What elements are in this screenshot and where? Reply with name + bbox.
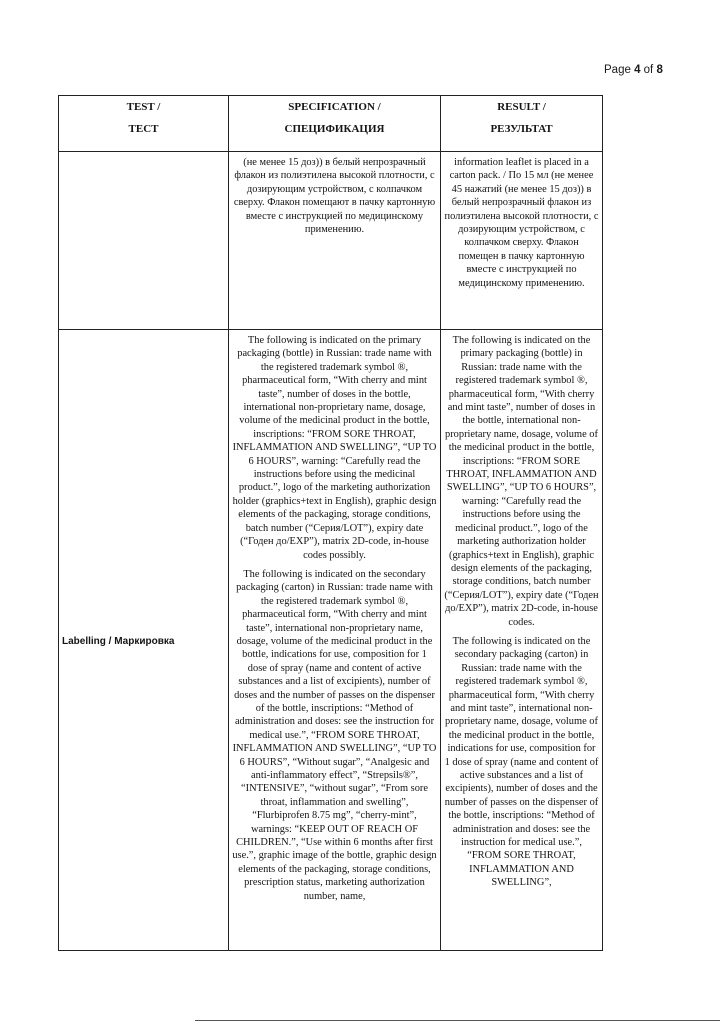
header-result-ru: РЕЗУЛЬТАТ (490, 123, 553, 135)
cell-test (59, 330, 229, 951)
cell-specification (229, 330, 441, 951)
cell-result (441, 152, 603, 330)
specification-primary-packaging: The following is indicated on the primary packaging (bottle) in Russian: trade name with the registered trademark symbol ®, pharmaceutical form, “With cherry and mint taste”, number of doses in the bottle, international non-proprietary name, dosage, volume of the medicinal product in the bottle, inscriptions: “FROM SORE THROAT, INFLAMMATION AND SWELLING”, “UP TO 6 HOURS”, warning: “Carefully read the instructions before using the medicinal product.”, logo of the marketing authorization holder (graphics+text in English), graphic design elements of the packaging, storage conditions, batch number (“Серия/LOT”), expiry date (“Годен до/EXP”), matrix 2D-code, in-house codes possibly. (232, 335, 437, 561)
table-row (59, 152, 603, 330)
cell-specification (229, 152, 441, 330)
cell-result (441, 330, 603, 951)
header-result (441, 96, 603, 152)
header-specification-ru: СПЕЦИФИКАЦИЯ (284, 123, 385, 135)
header-test-en: TEST / (126, 101, 161, 113)
header-test (59, 96, 229, 152)
header-specification-en: SPECIFICATION / (288, 101, 381, 113)
result-secondary-packaging: The following is indicated on the secondary packaging (carton) in Russian: trade name with the registered trademark symbol ®, pharmaceutical form, “With cherry and mint taste”, international non-proprietary name, dosage, volume of the medicinal product in the bottle, indications for use, composition for 1 dose of spray (name and content of active substances and a list of excipients), number of doses and the number of passes on the dispenser of the bottle, inscriptions: “Method of administration and doses: see the instruction for medical use.”, “FROM SORE THROAT, INFLAMMATION AND SWELLING”, (444, 635, 599, 889)
result-text: information leaflet is placed in a carton pack. / По 15 мл (не менее 45 нажатий (не менее 15 доз)) в белый непрозрачный флакон из полиэтилена высокой плотности, с дозирующим устройством, с колпачком сверху. Флакон помещен в пачку картонную вместе с инструкцией по медицинскому применению. (444, 157, 599, 289)
cell-test (59, 152, 229, 330)
table-header-row (59, 96, 603, 152)
header-result-en: RESULT / (497, 101, 546, 113)
page-total: 8 (656, 64, 663, 76)
table-row (59, 330, 603, 951)
header-test-ru: ТЕСТ (128, 123, 159, 135)
page-label: Page (604, 64, 635, 76)
specification-text: (не менее 15 доз)) в белый непрозрачный флакон из полиэтилена высокой плотности, с дозирующим устройством, с колпачком сверху. Флакон помещают в пачку картонную вместе с инструкцией по медицинскому применению. (233, 157, 436, 236)
result-primary-packaging: The following is indicated on the primary packaging (bottle) in Russian: trade name with the registered trademark symbol ®, pharmaceutical form, “With cherry and mint taste”, number of doses in the bottle, international non-proprietary name, dosage, volume of the medicinal product in the bottle, inscriptions: “FROM SORE THROAT, INFLAMMATION AND SWELLING”, “UP TO 6 HOURS”, warning: “Carefully read the instructions before using the medicinal product.”, logo of the marketing authorization holder (graphics+text in English), graphic design elements of the packaging, storage conditions, batch number (“Серия/LOT”), expiry date (“Годен до/EXP”), matrix 2D-code, in-house codes. (444, 335, 599, 628)
page-current: 4 (634, 64, 641, 76)
specification-table (58, 95, 603, 951)
page-of-label: of (640, 64, 657, 76)
header-specification (229, 96, 441, 152)
page-number (604, 64, 663, 76)
specification-secondary-packaging: The following is indicated on the secondary packaging (carton) in Russian: trade name with the registered trademark symbol ®, pharmaceutical form, “With cherry and mint taste”, international non-proprietary name, dosage, volume of the medicinal product in the bottle, indications for use, composition for 1 dose of spray (name and content of active substances and a list of excipients), number of doses and the number of passes on the dispenser of the bottle, inscriptions: “Method of administration and doses: see the instruction for medical use.”, “FROM SORE THROAT, INFLAMMATION AND SWELLING”, “UP TO 6 HOURS”, “Without sugar”, “Analgesic and anti-inflammatory effect”, “Strepsils®”, “INTENSIVE”, “without sugar”, “From sore throat, inflammation and swelling”, “Flurbiprofen 8.75 mg”, “cherry-mint”, warnings: “KEEP OUT OF REACH OF CHILDREN.”, “Use within 6 months after first use.”, graphic image of the bottle, graphic design elements of the packaging, storage conditions, prescription status, marketing authorization number, name, (232, 568, 437, 902)
page-bottom-line (195, 1020, 720, 1021)
test-name: Labelling / Маркировка (62, 636, 175, 647)
